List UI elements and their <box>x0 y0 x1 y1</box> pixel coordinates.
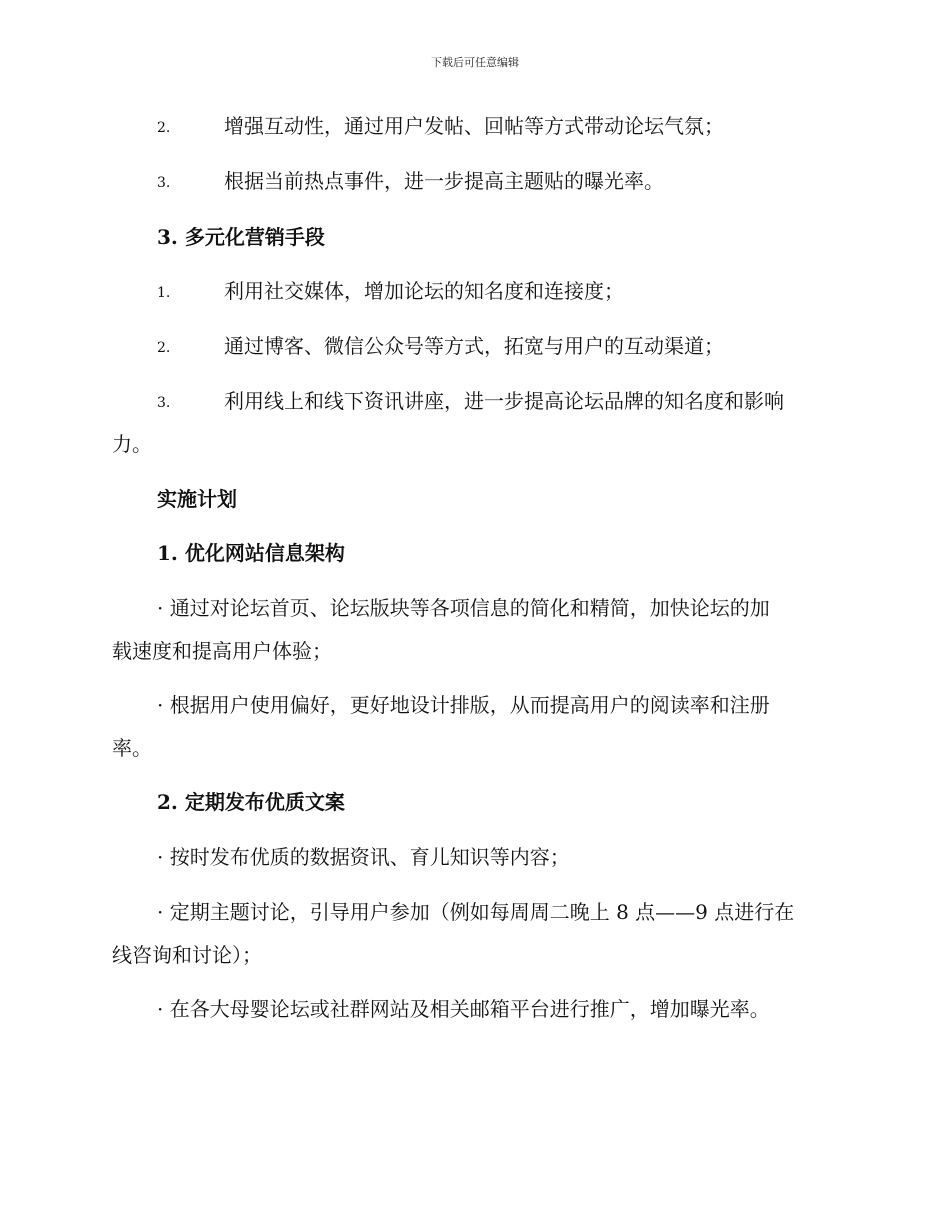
list-number: 2. <box>157 120 171 136</box>
section-heading: 1. 优化网站信息架构 <box>157 541 345 565</box>
list-item-continuation: 力。 <box>112 432 152 456</box>
section-heading: 2. 定期发布优质文案 <box>157 790 345 814</box>
list-number: 3. <box>157 395 171 411</box>
bullet-continuation: 率。 <box>112 736 152 760</box>
bullet-line: · 定期主题讨论，引导用户参加（例如每周周二晚上 8 点——9 点进行在 <box>157 900 795 924</box>
list-item-text: 利用社交媒体，增加论坛的知名度和连接度； <box>224 279 624 303</box>
page-header: 下载后可任意编辑 <box>431 56 519 69</box>
bullet-continuation: 线咨询和讨论）； <box>112 943 262 967</box>
list-number: 1. <box>157 285 171 301</box>
list-item-text: 利用线上和线下资讯讲座，进一步提高论坛品牌的知名度和影响 <box>224 389 784 413</box>
list-item-text: 通过博客、微信公众号等方式，拓宽与用户的互动渠道； <box>224 334 724 358</box>
bullet-line: · 按时发布优质的数据资讯、育儿知识等内容； <box>157 845 570 869</box>
list-item-text: 根据当前热点事件，进一步提高主题贴的曝光率。 <box>224 169 664 193</box>
section-title: 实施计划 <box>157 487 237 511</box>
bullet-line: · 根据用户使用偏好，更好地设计排版，从而提高用户的阅读率和注册 <box>157 693 770 717</box>
list-item-text: 增强互动性，通过用户发帖、回帖等方式带动论坛气氛； <box>224 114 724 138</box>
bullet-line: · 通过对论坛首页、论坛版块等各项信息的简化和精简，加快论坛的加 <box>157 596 770 620</box>
bullet-line: · 在各大母婴论坛或社群网站及相关邮箱平台进行推广，增加曝光率。 <box>157 997 770 1021</box>
bullet-continuation: 载速度和提高用户体验； <box>112 639 332 663</box>
list-number: 2. <box>157 340 171 356</box>
list-number: 3. <box>157 175 171 191</box>
section-heading: 3. 多元化营销手段 <box>157 225 325 249</box>
